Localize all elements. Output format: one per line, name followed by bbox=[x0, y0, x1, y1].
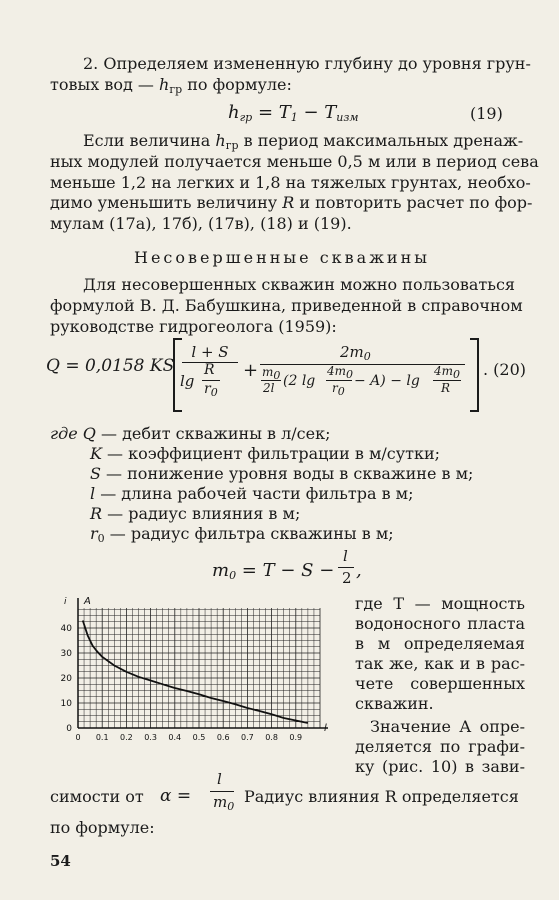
y-axis-label: A bbox=[84, 596, 91, 607]
definition-K: K — коэффициент фильтрации в м/сутки; bbox=[90, 444, 441, 463]
side-text-line-9: ку (рис. 10) в зави- bbox=[355, 757, 525, 776]
eq20-frac2-den-minusA: − A) − lg bbox=[354, 373, 420, 389]
x-tick-label: 0.4 bbox=[168, 733, 182, 742]
eq20-plus: + bbox=[243, 360, 259, 381]
paragraph-2-line-2: ных модулей получается меньше 0,5 м или в период сева bbox=[50, 152, 539, 171]
x-tick-label: 0.2 bbox=[120, 733, 133, 742]
y-tick-label: 10 bbox=[60, 699, 72, 709]
eq20-frac2-den-4m0: 4m0 bbox=[327, 364, 354, 381]
x-tick-label: 0.9 bbox=[289, 733, 303, 742]
y-tick-label: 20 bbox=[60, 674, 72, 684]
definition-S: S — понижение уровня воды в скважине в м; bbox=[90, 464, 474, 483]
side-text-line-8: деляется по графи- bbox=[355, 737, 525, 756]
bottom-frac-num: l bbox=[217, 770, 222, 788]
definition-l: l — длина рабочей части фильтра в м; bbox=[90, 484, 414, 503]
x-tick-label: 0 bbox=[75, 733, 81, 742]
side-text-line-3: в м определяемая bbox=[355, 634, 525, 653]
equation-m0-frac-bar bbox=[338, 567, 354, 568]
eq20-frac2-num: $2m_0$ bbox=[340, 343, 371, 363]
paragraph-3-line-2: формулой В. Д. Бабушкина, приведенной в справочном bbox=[50, 296, 523, 315]
side-text-line-7: Значение A опре- bbox=[370, 717, 525, 736]
last-line: по формуле: bbox=[50, 818, 155, 837]
y-tick-label: 0 bbox=[66, 724, 72, 734]
side-text-line-2: водоносного пласта bbox=[355, 614, 525, 633]
paragraph-3-line-3: руководстве гидрогеолога (1959): bbox=[50, 317, 337, 336]
equation-m0-frac-den: 2 bbox=[342, 569, 352, 587]
graph-fig-10 bbox=[50, 590, 346, 752]
eq20-frac1-den-R: R bbox=[204, 362, 215, 378]
paragraph-1-line-2: товых вод — $h_{гр}$ по формуле: bbox=[50, 75, 292, 96]
eq20-frac1-den-r0: $r_0$ bbox=[204, 381, 218, 399]
bottom-text-post: Радиус влияния R определяется bbox=[244, 787, 519, 806]
equation-19: $h_{гр} = T_1 - T_{изм}$ bbox=[228, 102, 359, 124]
equation-m0-tail: , bbox=[356, 560, 362, 581]
x-tick-label: 0.5 bbox=[192, 733, 206, 742]
eq20-frac2-den-paren: (2 lg bbox=[283, 373, 316, 389]
side-text-line-6: скважин. bbox=[355, 694, 434, 713]
x-tick-label: 0.6 bbox=[216, 733, 230, 742]
right-bracket bbox=[466, 337, 482, 413]
side-text-line-5: чете совершенных bbox=[355, 674, 525, 693]
eq20-frac2-den-2l: 2l bbox=[263, 381, 275, 395]
paragraph-2-line-3: меньше 1,2 на легких и 1,8 на тяжелых грунтах, необхо- bbox=[50, 173, 531, 192]
bottom-text-pre: симости от bbox=[50, 787, 144, 806]
y-axis-mark: i bbox=[64, 597, 67, 607]
bottom-frac-den: $m_0$ bbox=[213, 793, 235, 813]
side-text-line-1: где T — мощность bbox=[355, 594, 525, 613]
eq20-frac1-num: l + S bbox=[191, 343, 229, 361]
paragraph-2-line-1: Если величина $h_{гр}$ в период максимальных дренаж- bbox=[83, 131, 524, 152]
equation-20-prefix: Q = 0,0158 KS bbox=[46, 356, 175, 376]
eq20-frac2-den-4m0b: 4m0 bbox=[434, 364, 461, 381]
x-tick-label: 0.1 bbox=[95, 733, 109, 742]
bottom-alpha: α = bbox=[160, 786, 192, 806]
paragraph-1-line-1: 2. Определяем измененную глубину до уровня грун- bbox=[83, 54, 531, 73]
eq20-frac2-den-m0: m0 bbox=[262, 365, 281, 382]
x-tick-label: 0.3 bbox=[144, 733, 157, 742]
eq20-frac1-den-lg: lg bbox=[180, 372, 195, 390]
eq20-frac2-den-r0: r0 bbox=[332, 381, 345, 398]
paragraph-3-line-1: Для несовершенных скважин можно пользоваться bbox=[83, 275, 515, 294]
x-axis-label: l bbox=[324, 723, 327, 734]
y-tick-label: 40 bbox=[60, 624, 72, 634]
equation-20-number: . (20) bbox=[483, 360, 527, 379]
paragraph-2-line-5: мулам (17а), 17б), (17в), (18) и (19). bbox=[50, 214, 352, 233]
paragraph-2-line-4: димо уменьшить величину R и повторить расчет по фор- bbox=[50, 193, 533, 212]
x-tick-label: 0.7 bbox=[241, 733, 254, 742]
section-heading: Несовершенные скважины bbox=[134, 248, 430, 267]
eq20-frac2-den-R: R bbox=[441, 381, 451, 395]
side-text-line-4: так же, как и в рас- bbox=[355, 654, 525, 673]
page-number: 54 bbox=[50, 852, 71, 870]
definition-R: R — радиус влияния в м; bbox=[90, 504, 301, 523]
equation-m0-frac-num: l bbox=[343, 547, 348, 565]
x-tick-label: 0.8 bbox=[265, 733, 278, 742]
equation-m0: $m_0 = T - S$ − bbox=[212, 560, 335, 582]
definition-r0: $r_0$ — радиус фильтра скважины в м; bbox=[90, 524, 394, 545]
equation-19-number: (19) bbox=[470, 104, 503, 123]
y-tick-label: 30 bbox=[60, 649, 72, 659]
definition-Q: где Q — дебит скважины в л/сек; bbox=[50, 424, 331, 443]
bottom-frac-bar bbox=[210, 791, 234, 792]
